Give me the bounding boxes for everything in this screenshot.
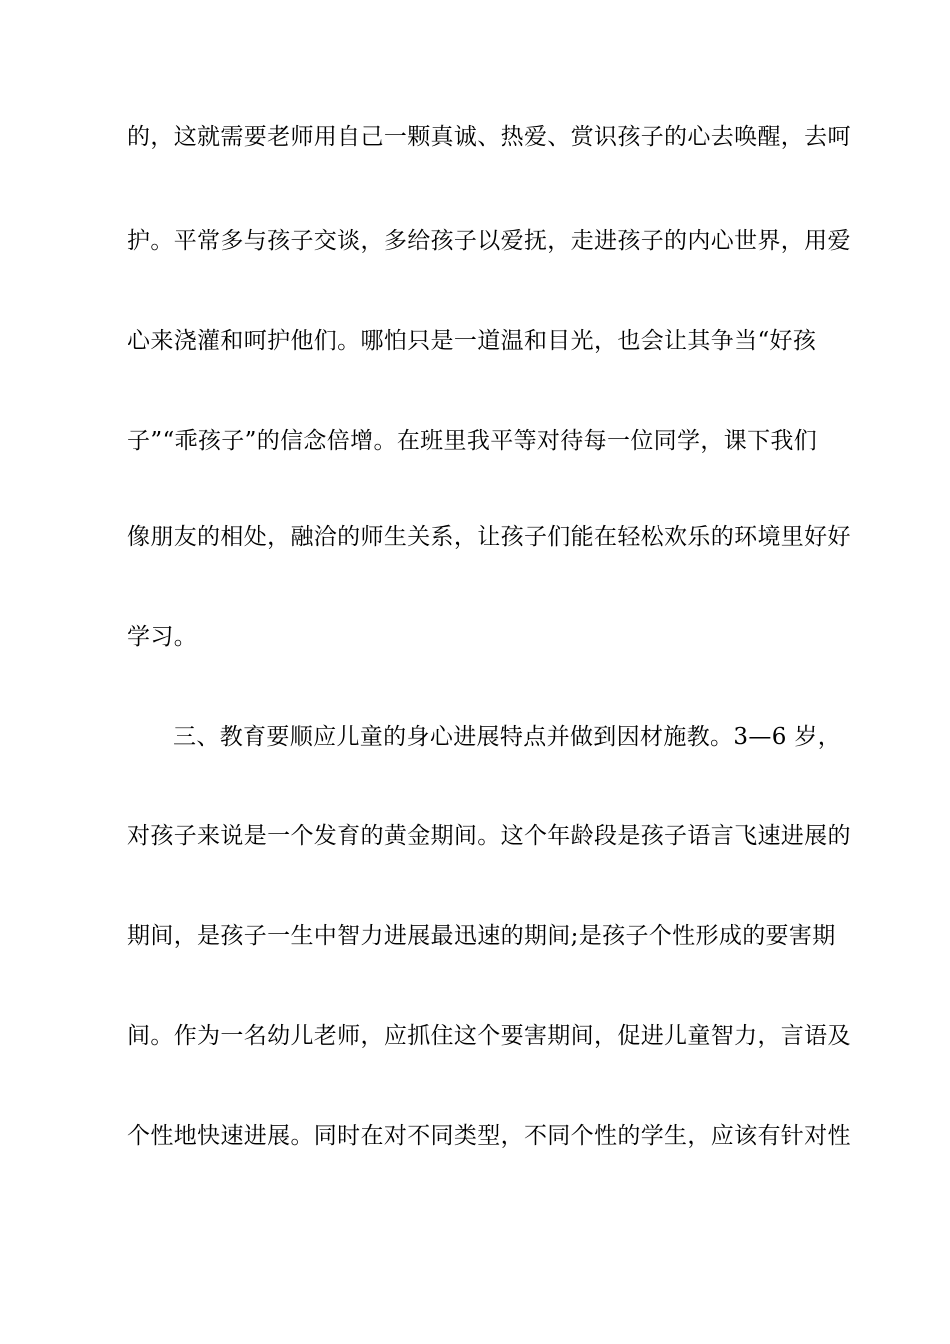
text-line-3: 心来浇灌和呵护他们。哪怕只是一道温和目光，也会让其争当“好孩 — [127, 328, 817, 354]
text-line-5: 像朋友的相处，融洽的师生关系，让孩子们能在轻松欢乐的环境里好好 — [127, 524, 851, 550]
text-line-11: 个性地快速进展。同时在对不同类型，不同个性的学生，应该有针对性 — [127, 1123, 851, 1149]
text-line-10: 间。作为一名幼儿老师，应抓住这个要害期间，促进儿童智力，言语及 — [127, 1023, 851, 1049]
text-line-1: 的，这就需要老师用自己一颗真诚、热爱、赏识孩子的心去唤醒，去呵 — [127, 124, 851, 150]
text-line-6: 学习。 — [127, 624, 198, 650]
text-line-9: 期间，是孩子一生中智力进展最迅速的期间;是孩子个性形成的要害期 — [127, 923, 836, 949]
paragraph-heading-line: 三、教育要顺应儿童的身心进展特点并做到因材施教。3—6 岁， — [173, 724, 842, 750]
text-line-2: 护。平常多与孩子交谈，多给孩子以爱抚，走进孩子的内心世界，用爱 — [127, 228, 851, 254]
text-line-4: 子”“乖孩子”的信念倍增。在班里我平等对待每一位同学，课下我们 — [127, 428, 818, 454]
text-line-8: 对孩子来说是一个发育的黄金期间。这个年龄段是孩子语言飞速进展的 — [127, 823, 851, 849]
